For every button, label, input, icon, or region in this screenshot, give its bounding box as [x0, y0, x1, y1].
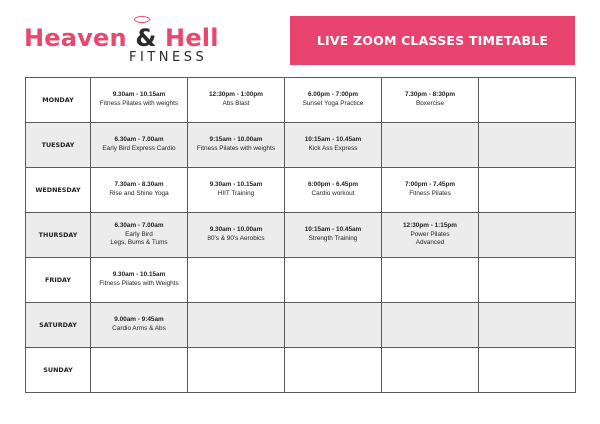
- class-name: HIIT Training: [217, 190, 255, 197]
- class-time: 6.00pm - 7:00pm: [307, 91, 359, 99]
- class-time: 9.30am - 10.15am: [112, 91, 166, 99]
- class-name: Legs, Bums & Tums: [110, 239, 168, 247]
- class-slot: [188, 78, 285, 123]
- class-name: Fitness Pilates: [409, 190, 451, 197]
- logo-hell: Hell: [165, 24, 219, 52]
- empty-slot: [285, 258, 382, 303]
- class-name: 80's & 90's Aerobics: [207, 235, 265, 242]
- class-slot: [91, 258, 188, 303]
- table-row: [26, 123, 576, 168]
- class-name: Power Pilates: [410, 230, 450, 238]
- class-slot: [188, 168, 285, 213]
- day-label: SATURDAY: [26, 303, 91, 348]
- empty-slot: [382, 258, 479, 303]
- class-slot: [91, 78, 188, 123]
- day-label: FRIDAY: [26, 258, 91, 303]
- logo-ampersand: &: [135, 24, 157, 52]
- empty-slot: [91, 348, 188, 393]
- class-time: 7:00pm - 7.45pm: [404, 181, 456, 189]
- class-name: Strength Training: [308, 235, 358, 242]
- class-time: 6.30am - 7.00am: [114, 136, 164, 144]
- empty-slot: [188, 303, 285, 348]
- logo-wordmark: [24, 24, 219, 52]
- class-time: 6.30am - 7.00am: [114, 222, 164, 230]
- class-slot: [91, 213, 188, 258]
- class-name: Sunset Yoga Practice: [302, 100, 364, 107]
- brand-logo: [24, 14, 219, 68]
- class-slot: [188, 123, 285, 168]
- class-name: Boxercise: [415, 100, 445, 107]
- class-slot: [285, 213, 382, 258]
- empty-slot: [382, 303, 479, 348]
- class-name: Fitness Pilates with weights: [196, 145, 276, 152]
- class-slot: [285, 123, 382, 168]
- class-time: 10:15am - 10.45am: [304, 136, 362, 144]
- class-name: Early Bird Express Cardio: [102, 145, 176, 152]
- empty-slot: [479, 348, 576, 393]
- empty-slot: [479, 213, 576, 258]
- table-row: [26, 258, 576, 303]
- class-time: 9:15am - 10.00am: [209, 136, 263, 144]
- table-row: [26, 78, 576, 123]
- class-name: Cardio workout: [311, 190, 355, 197]
- timetable-title-banner: [290, 16, 575, 65]
- class-time: 6:00pm - 6.45pm: [307, 181, 359, 189]
- day-label: SUNDAY: [26, 348, 91, 393]
- class-time: 7.30pm - 8:30pm: [404, 91, 456, 99]
- class-slot: [91, 303, 188, 348]
- class-time: 10:15am - 10.45am: [304, 226, 362, 234]
- timetable-grid: [25, 77, 576, 393]
- empty-slot: [382, 348, 479, 393]
- empty-slot: [479, 258, 576, 303]
- class-name: Fitness Pilates with weights: [99, 100, 179, 107]
- day-label: MONDAY: [26, 78, 91, 123]
- page-title: LIVE ZOOM CLASSES TIMETABLE: [316, 33, 549, 48]
- table-row: [26, 168, 576, 213]
- table-row: [26, 348, 576, 393]
- class-slot: [382, 213, 479, 258]
- class-time: 12:30pm - 1:15pm: [403, 222, 457, 230]
- empty-slot: [188, 348, 285, 393]
- table-row: [26, 213, 576, 258]
- logo-subtitle: FITNESS: [129, 50, 208, 65]
- class-slot: [91, 123, 188, 168]
- class-time: 7.30am - 8.30am: [114, 181, 164, 189]
- class-name: Cardio Arms & Abs: [112, 325, 166, 332]
- empty-slot: [285, 303, 382, 348]
- class-slot: [285, 168, 382, 213]
- empty-slot: [479, 303, 576, 348]
- class-time: 9.00am - 9:45am: [114, 316, 164, 324]
- class-name: Early Bird: [125, 230, 153, 238]
- class-name: Advanced: [415, 239, 445, 247]
- empty-slot: [479, 78, 576, 123]
- empty-slot: [382, 123, 479, 168]
- class-name: Kick Ass Express: [308, 145, 358, 152]
- day-label: THURSDAY: [26, 213, 91, 258]
- class-time: 9.30am - 10.15am: [209, 181, 263, 189]
- class-slot: [285, 78, 382, 123]
- empty-slot: [479, 168, 576, 213]
- halo-icon: [134, 16, 150, 23]
- class-time: 12:30pm - 1:00pm: [209, 91, 263, 99]
- class-name: Rise and Shine Yoga: [109, 190, 169, 197]
- timetable-body: [26, 78, 576, 393]
- class-time: 9.30am - 10.00am: [209, 226, 263, 234]
- class-slot: [188, 213, 285, 258]
- day-label: TUESDAY: [26, 123, 91, 168]
- class-slot: [382, 78, 479, 123]
- class-time: 9.30am - 10.15am: [112, 271, 166, 279]
- day-label: WEDNESDAY: [26, 168, 91, 213]
- empty-slot: [479, 123, 576, 168]
- class-slot: [382, 168, 479, 213]
- table-row: [26, 303, 576, 348]
- class-slot: [91, 168, 188, 213]
- logo-heaven: Heaven: [24, 24, 127, 52]
- class-name: Fitness Pilates with Weights: [99, 280, 179, 287]
- empty-slot: [285, 348, 382, 393]
- empty-slot: [188, 258, 285, 303]
- class-name: Abs Blast: [222, 100, 250, 107]
